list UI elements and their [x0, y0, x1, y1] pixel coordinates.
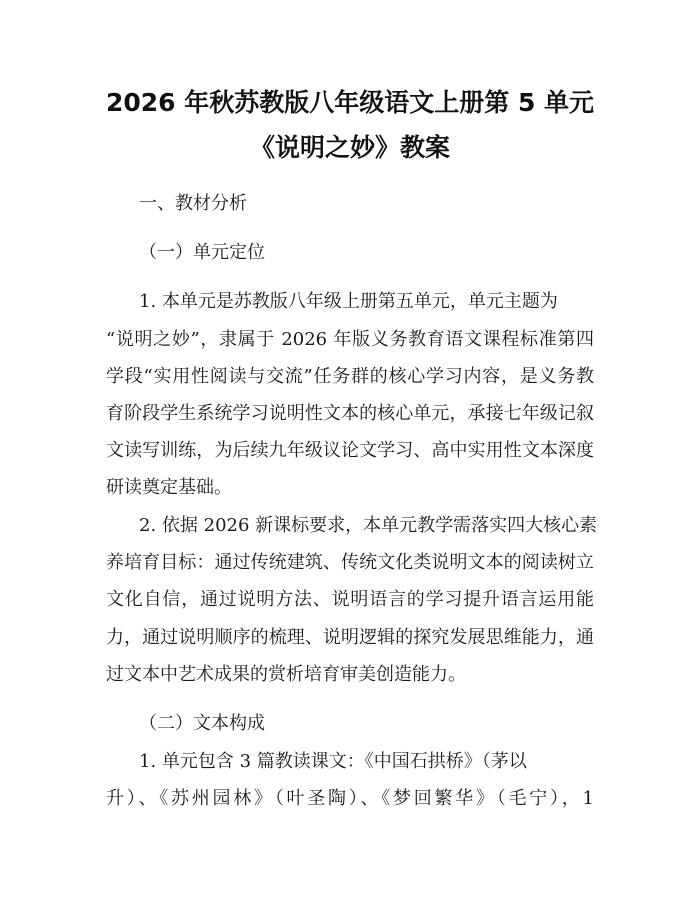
- paragraph-2-line-4: 力，通过说明顺序的梳理、说明逻辑的探究发展思维能力，通: [106, 627, 594, 648]
- paragraph-1-line-6: 研读奠定基础。: [106, 477, 232, 498]
- paragraph-1-line-2: “说明之妙”，隶属于 2026 年版义务教育语文课程标准第四: [106, 329, 594, 350]
- paragraph-3-line-1: 1. 单元包含 3 篇教读课文：《中国石拱桥》（茅以: [139, 751, 527, 772]
- section-heading-textbook-analysis: 一、教材分析: [139, 193, 247, 214]
- document-title-line-2: 《说明之妙》教案: [249, 133, 450, 162]
- paragraph-2-line-2: 养培育目标：通过传统建筑、传统文化类说明文本的阅读树立: [106, 552, 594, 573]
- paragraph-2-line-3: 文化自信，通过说明方法、说明语言的学习提升语言运用能: [106, 589, 594, 610]
- paragraph-1-line-5: 文读写训练，为后续九年级议论文学习、高中实用性文本深度: [106, 440, 594, 461]
- paragraph-1-line-4: 育阶段学生系统学习说明性文本的核心单元，承接七年级记叙: [106, 403, 594, 424]
- document-title-line-1: 2026 年秋苏教版八年级语文上册第 5 单元: [105, 88, 595, 117]
- paragraph-2-line-1: 2. 依据 2026 新课标要求，本单元教学需落实四大核心素: [139, 515, 598, 536]
- paragraph-3-line-2: 升）、《苏州园林》（叶圣陶）、《梦回繁华》（毛宁），1: [106, 788, 594, 809]
- subheading-text-composition: （二）文本构成: [139, 713, 265, 734]
- paragraph-1-line-3: 学段“实用性阅读与交流”任务群的核心学习内容，是义务教: [106, 366, 594, 387]
- subheading-unit-positioning: （一）单元定位: [139, 242, 265, 263]
- paragraph-2-line-5: 过文本中艺术成果的赏析培育审美创造能力。: [106, 664, 466, 685]
- paragraph-1-line-1: 1. 本单元是苏教版八年级上册第五单元，单元主题为: [139, 291, 558, 312]
